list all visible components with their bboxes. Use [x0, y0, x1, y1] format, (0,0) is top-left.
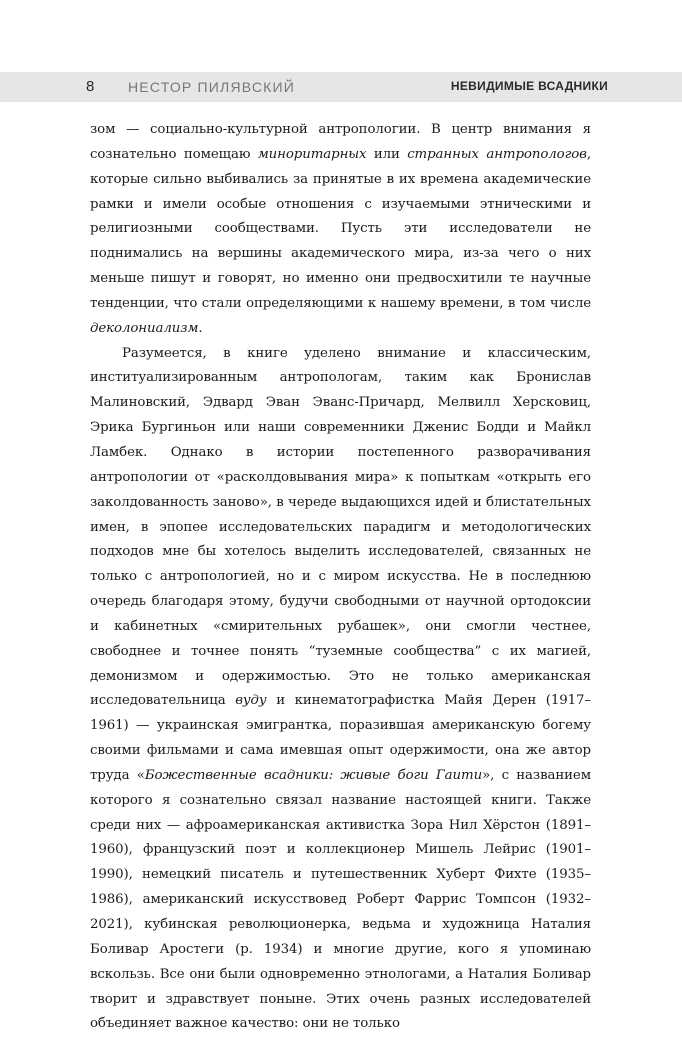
paragraph — [90, 118, 591, 342]
italic-text: странных антропологов — [407, 146, 587, 162]
running-header-book-title: НЕВИДИМЫЕ ВСАДНИКИ — [450, 79, 608, 93]
text-segment: и кинематографистка Майя Дерен (1917–1961) — украинская эмигрантка, поразившая американскую богему своими фильмами и сама имевшая опыт одержимости, она же автор труда « — [90, 693, 591, 783]
text-segment: Разумеется, в книге уделено внимание и классическим, институализированным антропологам, таким как Бронислав Малиновский, Эдвард Эван Эванс-Причард, Мелвилл Херсковиц, Эрика Бургиньон или наши современники Дженис Бодди и Майкл Ламбек. Однако в истории постепенного разворачивания антропологии от «расколдовывания мира» к попыткам «открыть его заколдованность заново», в череде выдающихся идей и блистательных имен, в эпопее исследовательских парадигм и методологических подходов мне бы хотелось выделить исследователей, связанных не только с антропологией, но и с миром искусства. Не в последнюю очередь благодаря этому, будучи свободными от научной ортодоксии и кабинетных «смирительных рубашек», они смогли честнее, свободнее и точнее понять “туземные сообщества” с их магией, демонизмом и одержимостью. Это не только американская исследовательница — [90, 345, 591, 709]
paragraph — [90, 342, 591, 1037]
body-text — [90, 118, 591, 1037]
text-segment: или — [366, 146, 408, 162]
italic-text: Божественные всадники: живые боги Гаити — [144, 767, 483, 783]
text-segment: зом — социально-культурной антропологии. В центр внимания я сознательно помещаю — [90, 122, 591, 162]
italic-text: вуду — [235, 693, 267, 709]
text-segment: », с названием которого я сознательно связал название настоящей книги. Также среди них — афроамериканская активистка Зора Нил Хёрстон (1891–1960), французский поэт и коллекционер Мишель Лейрис (1901–1990), немецкий писатель и путешественник Хуберт Фихте (1935–1986), американский искусствовед Роберт Фаррис Томпсон (1932–2021), кубинская революционерка, ведьма и художница Наталия Боливар Аростеги (р. 1934) и многие другие, кого я упоминаю вскользь. Все они были одновременно этнологами, а Наталия Боливар творит и здравствует поныне. Этих очень разных исследователей объединяет важное качество: они не только — [90, 767, 592, 1032]
italic-text: деколониализм — [90, 320, 199, 336]
text-segment: , которые сильно выбивались за принятые в их времена академические рамки и имели особые отношения с изучаемыми этническими и религиозными сообществами. Пусть эти исследователи не поднимались на вершины академического мира, из-за чего о них меньше пишут и говорят, но именно они предвосхитили те научные тенденции, что стали определяющими к нашему времени, в том числе — [90, 146, 591, 311]
page-number: 8 — [86, 78, 95, 95]
italic-text: миноритарных — [257, 146, 367, 162]
running-header-author: НЕСТОР ПИЛЯВСКИЙ — [128, 79, 296, 95]
text-segment: . — [198, 320, 203, 336]
